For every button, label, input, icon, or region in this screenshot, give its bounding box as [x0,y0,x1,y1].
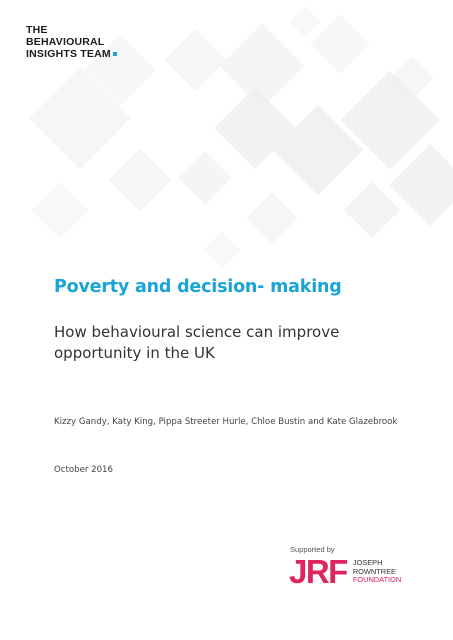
decorative-diamond [109,149,171,211]
decorative-diamond [32,182,89,239]
report-authors: Kizzy Gandy, Katy King, Pippa Streeter Hurle, Chloe Bustin and Kate Glazebrook [54,417,398,427]
logo-line-1: THE [26,24,48,36]
decorative-diamond [178,151,232,205]
jrf-logo [289,553,402,590]
logo-dot-icon [113,52,117,56]
jrf-mark: JRF [289,553,347,590]
jrf-word-foundation: FOUNDATION [352,575,402,585]
decorative-diamond [289,6,320,37]
decorative-diamond [344,182,401,239]
jrf-word-joseph: JOSEPH [352,558,383,568]
jrf-wordmark [353,559,401,585]
jrf-word-rowntree: ROWNTREE [352,566,396,576]
report-date: October 2016 [54,465,113,475]
decorative-diamond [164,29,226,91]
decorative-diamond [204,232,241,269]
report-title: Poverty and decision- making [54,277,342,297]
decorative-diamond [247,193,298,244]
logo-line-2: BEHAVIOURAL [26,36,105,48]
bit-logo [26,24,117,60]
logo-line-3: INSIGHTS TEAM [26,48,111,60]
report-subtitle: How behavioural science can improve opportunity in the UK [54,323,340,362]
supported-by-label: Supported by [290,545,335,554]
